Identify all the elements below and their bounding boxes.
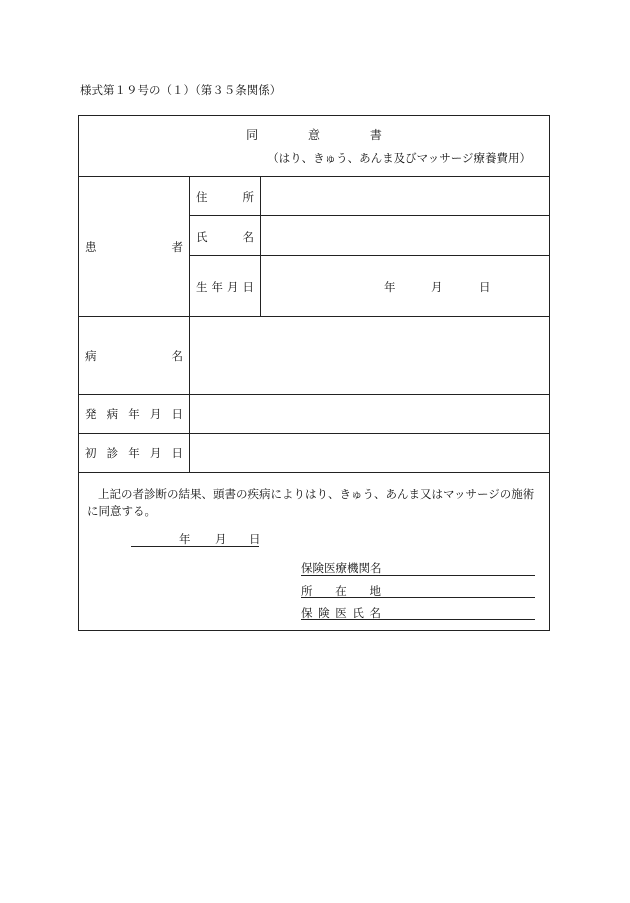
patient-label: 患 者 (85, 240, 183, 254)
onset-date-field[interactable] (190, 395, 549, 433)
institution-underline (301, 575, 535, 576)
institution-label: 保険医療機関名 (301, 561, 382, 575)
disease-name-field[interactable] (190, 317, 549, 394)
birthdate-label: 生 年 月 日 (196, 280, 254, 294)
onset-date-label: 発 病 年 月 日 (85, 407, 183, 421)
birth-day-unit: 日 (479, 280, 491, 294)
document-subtitle: （はり、きゅう、あんま及びマッサージ療養費用） (267, 151, 531, 165)
location-field[interactable] (301, 581, 535, 597)
institution-field[interactable] (301, 558, 535, 574)
title-char: 意 (307, 128, 320, 142)
birthdate-field[interactable] (261, 256, 549, 316)
divider (79, 472, 549, 473)
title-char: 同 (246, 128, 259, 142)
location-label: 所 在 地 (301, 584, 381, 598)
disease-name-label: 病 名 (85, 349, 183, 363)
first-visit-date-label: 初 診 年 月 日 (85, 446, 183, 460)
name-label: 氏 名 (196, 230, 254, 244)
birth-year-unit: 年 (384, 280, 396, 294)
form-number: 様式第１９号の（１）（第３５条関係） (80, 83, 282, 97)
consent-month-unit: 月 (215, 532, 227, 546)
consent-form (78, 115, 550, 631)
title-char: 書 (369, 128, 382, 142)
first-visit-date-field[interactable] (190, 434, 549, 472)
name-field[interactable] (261, 216, 549, 255)
document-title (79, 126, 549, 143)
doctor-name-underline (301, 619, 535, 620)
consent-day-unit: 日 (249, 532, 261, 546)
address-field[interactable] (261, 177, 549, 215)
address-label: 住 所 (196, 190, 254, 204)
consent-statement: 上記の者診断の結果、頭書の疾病によりはり、きゅう、あんま又はマッサージの施術に同意する。 (87, 487, 535, 518)
doctor-name-label: 保 険 医 氏 名 (301, 606, 381, 620)
birth-month-unit: 月 (431, 280, 443, 294)
consent-year-unit: 年 (179, 532, 191, 546)
location-underline (301, 597, 535, 598)
consent-date-field[interactable] (131, 531, 259, 547)
consent-date-underline (131, 546, 259, 547)
doctor-name-field[interactable] (301, 603, 535, 619)
